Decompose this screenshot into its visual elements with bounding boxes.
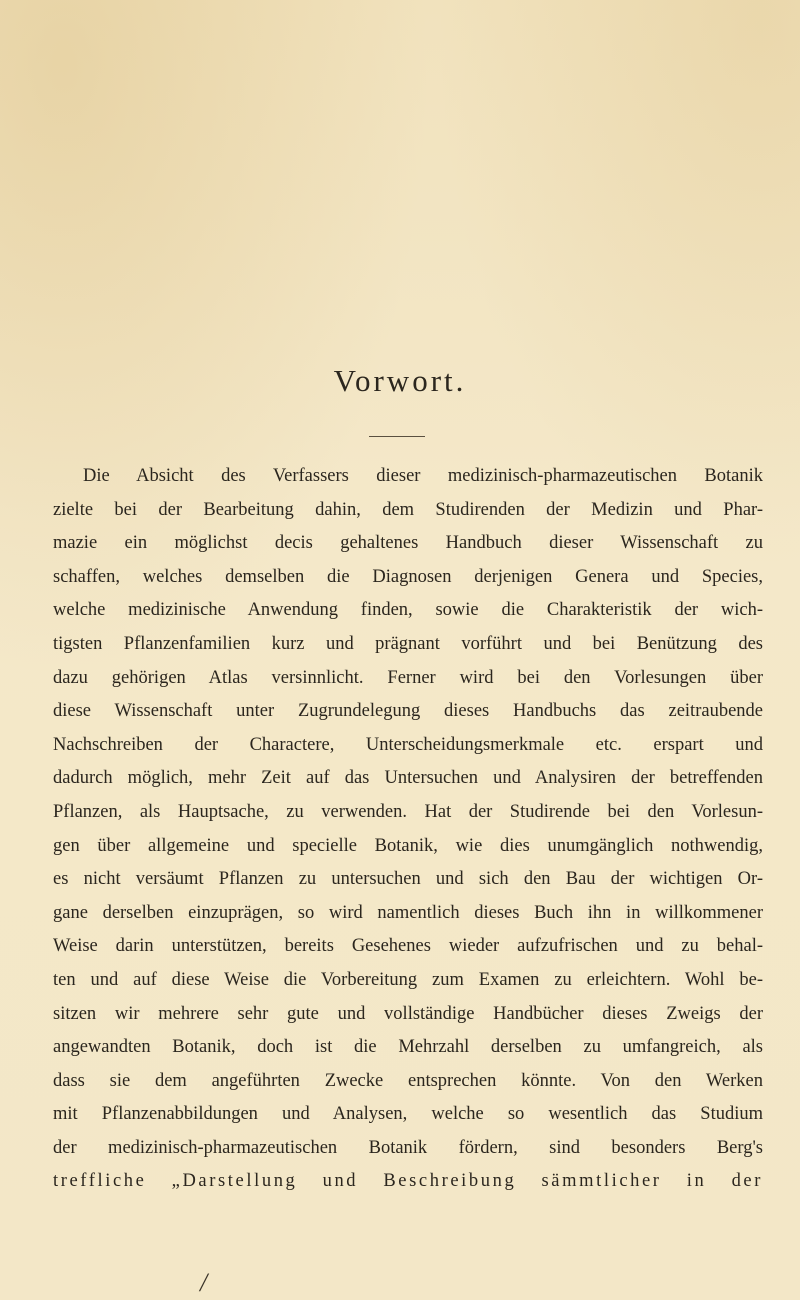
text-line: Die Absicht des Verfassers dieser medizinisch-pharmazeutischen Botanik	[83, 466, 763, 486]
text-line: dadurch möglich, mehr Zeit auf das Untersuchen und Analysiren der betreffenden	[53, 768, 763, 789]
text-line: dazu gehörigen Atlas versinnlicht. Ferner wird bei den Vorlesungen über	[53, 667, 763, 688]
text-line: Weise darin unterstützen, bereits Gesehenes wieder aufzufrischen und zu behal-	[53, 936, 763, 957]
page-title: Vorwort.	[333, 363, 467, 398]
text-line: sitzen wir mehrere sehr gute und vollständige Handbücher dieses Zweigs der	[53, 1003, 763, 1024]
text-line: der medizinisch-pharmazeutischen Botanik fördern, sind besonders Berg's	[53, 1137, 763, 1158]
text-line: zielte bei der Bearbeitung dahin, dem Studirenden der Medizin und Phar-	[53, 499, 763, 520]
text-line: treffliche „Darstellung und Beschreibung sämmtlicher in der	[53, 1171, 763, 1192]
text-line: mazie ein möglichst decis gehaltenes Handbuch dieser Wissenschaft zu	[53, 533, 763, 554]
text-line: gane derselben einzuprägen, so wird namentlich dieses Buch ihn in willkommener	[53, 902, 763, 923]
text-line: es nicht versäumt Pflanzen zu untersuchen und sich den Bau der wichtigen Or-	[53, 869, 763, 890]
text-line: welche medizinische Anwendung finden, sowie die Charakteristik der wich-	[53, 600, 763, 621]
text-line: Pflanzen, als Hauptsache, zu verwenden. Hat der Studirende bei den Vorlesun-	[53, 801, 763, 822]
title-rule	[369, 436, 425, 437]
text-line: tigsten Pflanzenfamilien kurz und prägnant vorführt und bei Benützung des	[53, 633, 763, 654]
text-line: Nachschreiben der Charactere, Unterscheidungsmerkmale etc. erspart und	[53, 734, 763, 755]
text-line: gen über allgemeine und specielle Botanik, wie dies unumgänglich nothwendig,	[53, 835, 763, 856]
text-line: ten und auf diese Weise die Vorbereitung zum Examen zu erleichtern. Wohl be-	[53, 969, 763, 990]
signature-mark: /	[200, 1268, 208, 1297]
text-line: mit Pflanzenabbildungen und Analysen, welche so wesentlich das Studium	[53, 1104, 763, 1125]
text-line: angewandten Botanik, doch ist die Mehrzahl derselben zu umfangreich, als	[53, 1037, 763, 1058]
text-line: diese Wissenschaft unter Zugrundelegung dieses Handbuchs das zeitraubende	[53, 701, 763, 722]
text-line: schaffen, welches demselben die Diagnosen derjenigen Genera und Species,	[53, 566, 763, 587]
text-line: dass sie dem angeführten Zwecke entsprechen könnte. Von den Werken	[53, 1070, 763, 1091]
preface-text	[53, 460, 763, 1199]
